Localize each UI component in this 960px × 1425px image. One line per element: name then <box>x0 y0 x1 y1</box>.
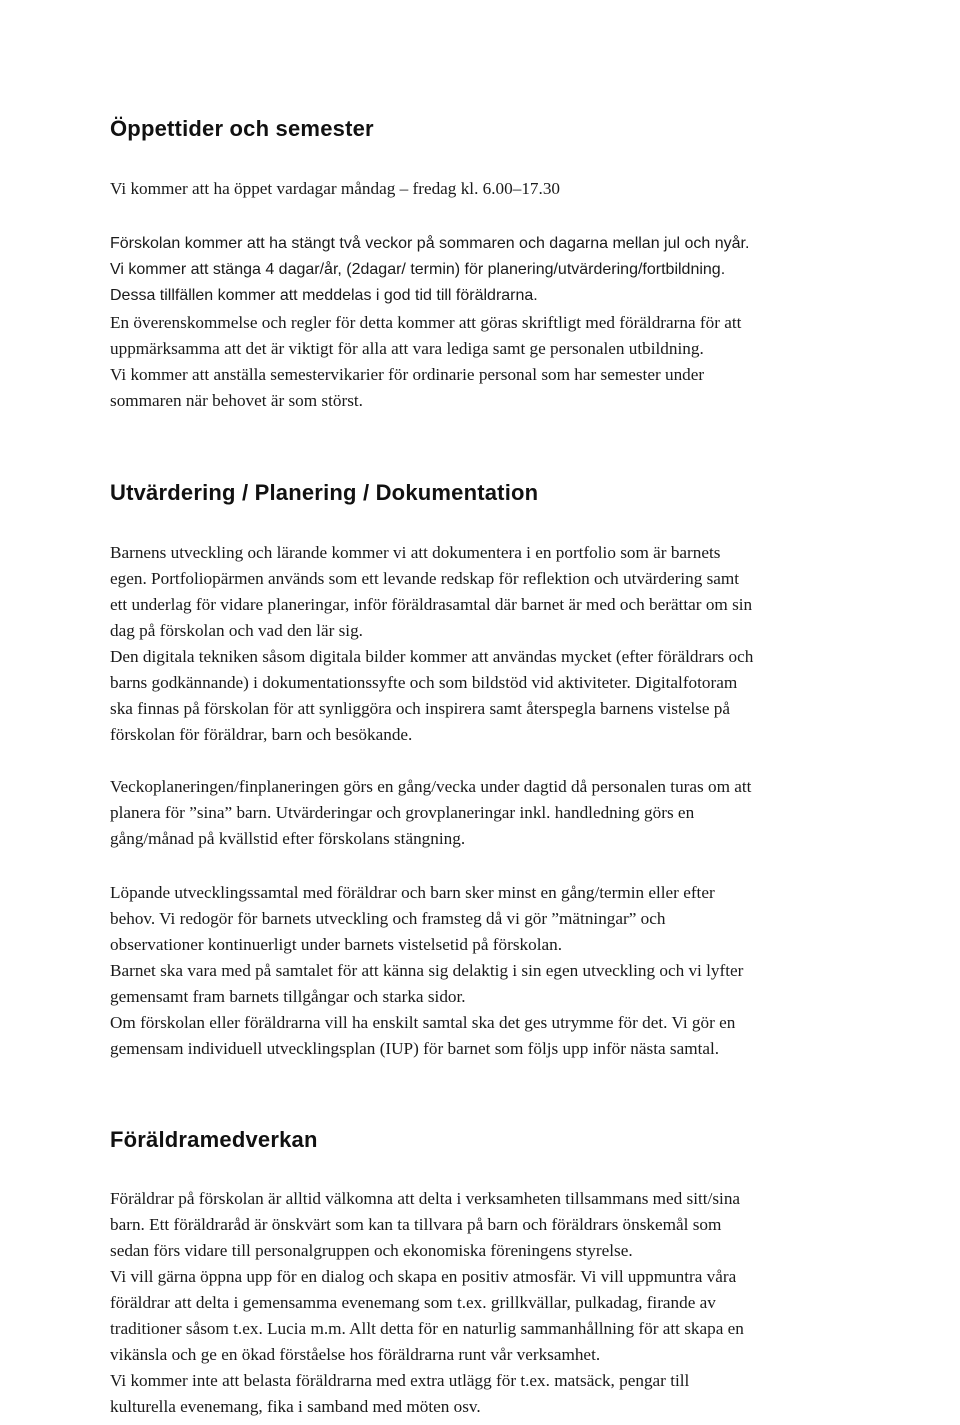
text-line: sedan förs vidare till personalgruppen och ekonomiska föreningens styrelse. <box>110 1241 633 1260</box>
text-line: Föräldrar på förskolan är alltid välkomna att delta i verksamheten tillsammans med sitt/sina <box>110 1189 741 1208</box>
text-line: Vi kommer inte att belasta föräldrarna med extra utlägg för t.ex. matsäck, pengar till <box>110 1371 690 1390</box>
text-line: barn. Ett föräldraråd är önskvärt som kan ta tillvara på barn och föräldrars önskemål som <box>110 1215 722 1234</box>
text-line: observationer kontinuerligt under barnets vistelsetid på förskolan. <box>110 935 563 954</box>
text-line: Vi vill gärna öppna upp för en dialog och skapa en positiv atmosfär. Vi vill uppmuntra våra <box>110 1267 737 1286</box>
text-line: Barnet ska vara med på samtalet för att känna sig delaktig i sin egen utveckling och vi lyfter <box>110 961 744 980</box>
text-line: En överenskommelse och regler för detta kommer att göras skriftligt med föräldrarna för att <box>110 313 742 332</box>
text-line: gemensamt fram barnets tillgångar och starka sidor. <box>110 987 466 1006</box>
text-line: sommaren när behovet är som störst. <box>110 391 363 410</box>
text-line: Veckoplaneringen/finplaneringen görs en gång/vecka under dagtid då personalen turas om att <box>110 777 752 796</box>
text-line: Dessa tillfällen kommer att meddelas i god tid till föräldrarna. <box>110 287 538 304</box>
text-line: uppmärksamma att det är viktigt för alla att vara lediga samt ge personalen utbildning. <box>110 339 704 358</box>
text-line: förskolan för föräldrar, barn och besökande. <box>110 725 413 744</box>
text-line: Vi kommer att stänga 4 dagar/år, (2dagar/ termin) för planering/utvärdering/fortbildning. <box>110 261 726 278</box>
text-line: gemensam individuell utvecklingsplan (IUP) för barnet som följs upp inför nästa samtal. <box>110 1039 720 1058</box>
section-heading-parent-involvement: Föräldramedverkan <box>110 1127 318 1152</box>
text-line: Barnens utveckling och lärande kommer vi att dokumentera i en portfolio som är barnets <box>110 543 721 562</box>
text-line: Om förskolan eller föräldrarna vill ha enskilt samtal ska det ges utrymme för det. Vi gör en <box>110 1013 736 1032</box>
text-line: föräldrar att delta i gemensamma evenemang som t.ex. grillkvällar, pulkadag, firande av <box>110 1293 716 1312</box>
text-line: Vi kommer att anställa semestervikarier för ordinarie personal som har semester under <box>110 365 705 384</box>
text-line: egen. Portfoliopärmen används som ett levande redskap för reflektion och utvärdering samt <box>110 569 740 588</box>
text-line: traditioner såsom t.ex. Lucia m.m. Allt detta för en naturlig sammanhållning för att skapa en <box>110 1319 744 1338</box>
text-line: Vi kommer att ha öppet vardagar måndag – fredag kl. 6.00–17.30 <box>110 179 561 198</box>
text-line: ska finnas på förskolan för att synliggöra och inspirera samt återspegla barnens vistelse på <box>110 699 730 718</box>
text-line: planera för ”sina” barn. Utvärderingar och grovplaneringar inkl. handledning görs en <box>110 803 695 822</box>
text-line: dag på förskolan och vad den lär sig. <box>110 621 363 640</box>
text-line: behov. Vi redogör för barnets utveckling och framsteg då vi gör ”mätningar” och <box>110 909 666 928</box>
section-heading-evaluation: Utvärdering / Planering / Dokumentation <box>110 480 539 505</box>
text-line: Löpande utvecklingssamtal med föräldrar och barn sker minst en gång/termin eller efter <box>110 883 715 902</box>
section-heading-opening-hours: Öppettider och semester <box>110 116 374 141</box>
text-line: kulturella evenemang, fika i samband med möten osv. <box>110 1397 481 1416</box>
text-line: gång/månad på kvällstid efter förskolans stängning. <box>110 829 466 848</box>
text-line: ett underlag för vidare planeringar, inför föräldrasamtal där barnet är med och berättar om sin <box>110 595 753 614</box>
text-line: vikänsla och ge en ökad förståelse hos föräldrarna runt vår verksamhet. <box>110 1345 601 1364</box>
text-line: Den digitala tekniken såsom digitala bilder kommer att användas mycket (efter föräldrars och <box>110 647 754 666</box>
text-line: Förskolan kommer att ha stängt två veckor på sommaren och dagarna mellan jul och nyår. <box>110 235 750 252</box>
text-line: barns godkännande) i dokumentationssyfte och som bildstöd vid aktiviteter. Digitalfotoram <box>110 673 738 692</box>
